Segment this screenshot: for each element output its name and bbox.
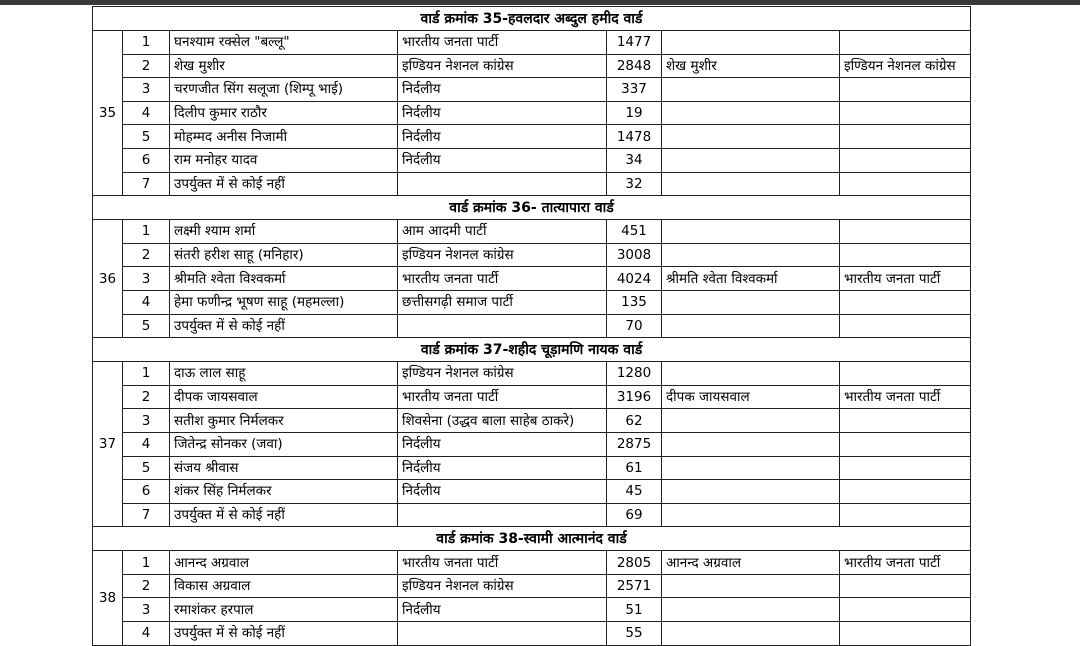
results-table (92, 6, 971, 646)
candidate-name: चरणजीत सिंग सलूजा (शिम्पू भाई) (170, 78, 398, 102)
candidate-name: उपर्युक्त में से कोई नहीं (170, 172, 398, 196)
vote-count: 1478 (607, 125, 662, 149)
candidate-row (93, 78, 971, 102)
candidate-name: दीपक जायसवाल (170, 385, 398, 409)
candidate-row (93, 101, 971, 125)
party-name: भारतीय जनता पार्टी (398, 551, 607, 575)
results-sheet (92, 6, 970, 646)
ward-heading: वार्ड क्रमांक 35-हवलदार अब्दुल हमीद वार्ड (93, 7, 971, 31)
winner-name (662, 409, 840, 433)
candidate-row (93, 125, 971, 149)
candidate-row (93, 385, 971, 409)
ward-heading-row (93, 338, 971, 362)
vote-count: 135 (607, 290, 662, 314)
winner-name (662, 172, 840, 196)
vote-count: 2571 (607, 574, 662, 598)
party-name: इण्डियन नेशनल कांग्रेस (398, 243, 607, 267)
serial-number: 5 (123, 456, 170, 480)
serial-number: 4 (123, 622, 170, 646)
candidate-name: संजय श्रीवास (170, 456, 398, 480)
candidate-row (93, 220, 971, 244)
serial-number: 3 (123, 598, 170, 622)
vote-count: 2805 (607, 551, 662, 575)
party-name (398, 172, 607, 196)
party-name: इण्डियन नेशनल कांग्रेस (398, 362, 607, 386)
vote-count: 4024 (607, 267, 662, 291)
candidate-row (93, 432, 971, 456)
vote-count: 2848 (607, 54, 662, 78)
winner-name (662, 290, 840, 314)
vote-count: 3196 (607, 385, 662, 409)
candidate-row (93, 622, 971, 646)
serial-number: 4 (123, 432, 170, 456)
vote-count: 34 (607, 148, 662, 172)
party-name: भारतीय जनता पार्टी (398, 31, 607, 55)
serial-number: 4 (123, 290, 170, 314)
ward-number: 38 (93, 551, 123, 645)
party-name: भारतीय जनता पार्टी (398, 267, 607, 291)
party-name: निर्दलीय (398, 78, 607, 102)
ward-heading: वार्ड क्रमांक 36- तात्यापारा वार्ड (93, 196, 971, 220)
vote-count: 51 (607, 598, 662, 622)
party-name: इण्डियन नेशनल कांग्रेस (398, 574, 607, 598)
winner-name (662, 148, 840, 172)
party-name: भारतीय जनता पार्टी (398, 385, 607, 409)
candidate-row (93, 172, 971, 196)
candidate-name: लक्ष्मी श्याम शर्मा (170, 220, 398, 244)
winner-party (840, 101, 971, 125)
winner-name (662, 78, 840, 102)
party-name: छत्तीसगढ़ी समाज पार्टी (398, 290, 607, 314)
winner-name: शेख मुशीर (662, 54, 840, 78)
winner-name (662, 31, 840, 55)
serial-number: 2 (123, 385, 170, 409)
vote-count: 19 (607, 101, 662, 125)
ward-number: 35 (93, 31, 123, 196)
candidate-name: जितेन्द्र सोनकर (जवा) (170, 432, 398, 456)
party-name: आम आदमी पार्टी (398, 220, 607, 244)
party-name: निर्दलीय (398, 125, 607, 149)
serial-number: 6 (123, 148, 170, 172)
candidate-name: संतरी हरीश साहू (मनिहार) (170, 243, 398, 267)
candidate-name: घनश्याम रक्सेल "बल्लू" (170, 31, 398, 55)
vote-count: 61 (607, 456, 662, 480)
winner-name (662, 432, 840, 456)
candidate-name: रमाशंकर हरपाल (170, 598, 398, 622)
winner-party (840, 432, 971, 456)
candidate-name: श्रीमति श्वेता विश्वकर्मा (170, 267, 398, 291)
ward-heading-row (93, 196, 971, 220)
winner-name (662, 314, 840, 338)
candidate-name: शेख मुशीर (170, 54, 398, 78)
serial-number: 5 (123, 314, 170, 338)
candidate-name: सतीश कुमार निर्मलकर (170, 409, 398, 433)
winner-party (840, 456, 971, 480)
candidate-row (93, 409, 971, 433)
vote-count: 451 (607, 220, 662, 244)
party-name (398, 314, 607, 338)
candidate-row (93, 148, 971, 172)
vote-count: 2875 (607, 432, 662, 456)
party-name: निर्दलीय (398, 432, 607, 456)
party-name: निर्दलीय (398, 480, 607, 504)
winner-name (662, 574, 840, 598)
candidate-row (93, 598, 971, 622)
serial-number: 1 (123, 31, 170, 55)
candidate-row (93, 267, 971, 291)
winner-name: दीपक जायसवाल (662, 385, 840, 409)
candidate-row (93, 54, 971, 78)
winner-party (840, 362, 971, 386)
winner-party (840, 503, 971, 527)
candidate-row (93, 574, 971, 598)
ward-heading: वार्ड क्रमांक 37-शहीद चूड़ामणि नायक वार्ड (93, 338, 971, 362)
ward-heading-row (93, 7, 971, 31)
party-name: निर्दलीय (398, 148, 607, 172)
winner-name: आनन्द अग्रवाल (662, 551, 840, 575)
candidate-name: उपर्युक्त में से कोई नहीं (170, 622, 398, 646)
vote-count: 1280 (607, 362, 662, 386)
party-name: निर्दलीय (398, 598, 607, 622)
winner-name (662, 456, 840, 480)
serial-number: 4 (123, 101, 170, 125)
winner-name (662, 125, 840, 149)
serial-number: 5 (123, 125, 170, 149)
winner-party (840, 574, 971, 598)
winner-party: भारतीय जनता पार्टी (840, 385, 971, 409)
candidate-name: हेमा फणीन्द्र भूषण साहू (महमल्ला) (170, 290, 398, 314)
serial-number: 1 (123, 220, 170, 244)
winner-party (840, 148, 971, 172)
winner-party: भारतीय जनता पार्टी (840, 551, 971, 575)
party-name: निर्दलीय (398, 456, 607, 480)
winner-party (840, 290, 971, 314)
serial-number: 7 (123, 503, 170, 527)
vote-count: 62 (607, 409, 662, 433)
winner-party (840, 220, 971, 244)
winner-name (662, 480, 840, 504)
winner-name (662, 362, 840, 386)
winner-party (840, 598, 971, 622)
winner-name (662, 503, 840, 527)
candidate-row (93, 503, 971, 527)
serial-number: 3 (123, 78, 170, 102)
ward-heading-row (93, 527, 971, 551)
winner-party (840, 125, 971, 149)
candidate-name: दाऊ लाल साहू (170, 362, 398, 386)
candidate-name: शंकर सिंह निर्मलकर (170, 480, 398, 504)
vote-count: 3008 (607, 243, 662, 267)
candidate-row (93, 456, 971, 480)
winner-party (840, 480, 971, 504)
candidate-row (93, 480, 971, 504)
serial-number: 7 (123, 172, 170, 196)
vote-count: 55 (607, 622, 662, 646)
winner-name (662, 622, 840, 646)
vote-count: 32 (607, 172, 662, 196)
party-name (398, 622, 607, 646)
vote-count: 70 (607, 314, 662, 338)
winner-name (662, 101, 840, 125)
candidate-name: विकास अग्रवाल (170, 574, 398, 598)
serial-number: 1 (123, 362, 170, 386)
winner-party (840, 243, 971, 267)
serial-number: 1 (123, 551, 170, 575)
winner-party: इण्डियन नेशनल कांग्रेस (840, 54, 971, 78)
winner-party (840, 314, 971, 338)
ward-number: 37 (93, 362, 123, 527)
serial-number: 6 (123, 480, 170, 504)
ward-number: 36 (93, 220, 123, 338)
candidate-name: मोहम्मद अनीस निजामी (170, 125, 398, 149)
candidate-name: दिलीप कुमार राठौर (170, 101, 398, 125)
top-bar (0, 0, 1080, 5)
candidate-row (93, 314, 971, 338)
serial-number: 2 (123, 54, 170, 78)
candidate-row (93, 31, 971, 55)
candidate-name: उपर्युक्त में से कोई नहीं (170, 503, 398, 527)
candidate-name: उपर्युक्त में से कोई नहीं (170, 314, 398, 338)
candidate-name: आनन्द अग्रवाल (170, 551, 398, 575)
candidate-row (93, 551, 971, 575)
serial-number: 3 (123, 267, 170, 291)
winner-party (840, 409, 971, 433)
winner-party (840, 31, 971, 55)
ward-heading: वार्ड क्रमांक 38-स्वामी आत्मानंद वार्ड (93, 527, 971, 551)
vote-count: 45 (607, 480, 662, 504)
winner-party (840, 78, 971, 102)
party-name: इण्डियन नेशनल कांग्रेस (398, 54, 607, 78)
winner-party (840, 622, 971, 646)
vote-count: 337 (607, 78, 662, 102)
candidate-row (93, 362, 971, 386)
vote-count: 1477 (607, 31, 662, 55)
winner-party (840, 172, 971, 196)
serial-number: 2 (123, 574, 170, 598)
party-name: निर्दलीय (398, 101, 607, 125)
party-name: शिवसेना (उद्धव बाला साहेब ठाकरे) (398, 409, 607, 433)
party-name (398, 503, 607, 527)
winner-name (662, 243, 840, 267)
winner-party: भारतीय जनता पार्टी (840, 267, 971, 291)
winner-name: श्रीमति श्वेता विश्वकर्मा (662, 267, 840, 291)
serial-number: 3 (123, 409, 170, 433)
serial-number: 2 (123, 243, 170, 267)
candidate-name: राम मनोहर यादव (170, 148, 398, 172)
winner-name (662, 220, 840, 244)
candidate-row (93, 243, 971, 267)
candidate-row (93, 290, 971, 314)
winner-name (662, 598, 840, 622)
vote-count: 69 (607, 503, 662, 527)
